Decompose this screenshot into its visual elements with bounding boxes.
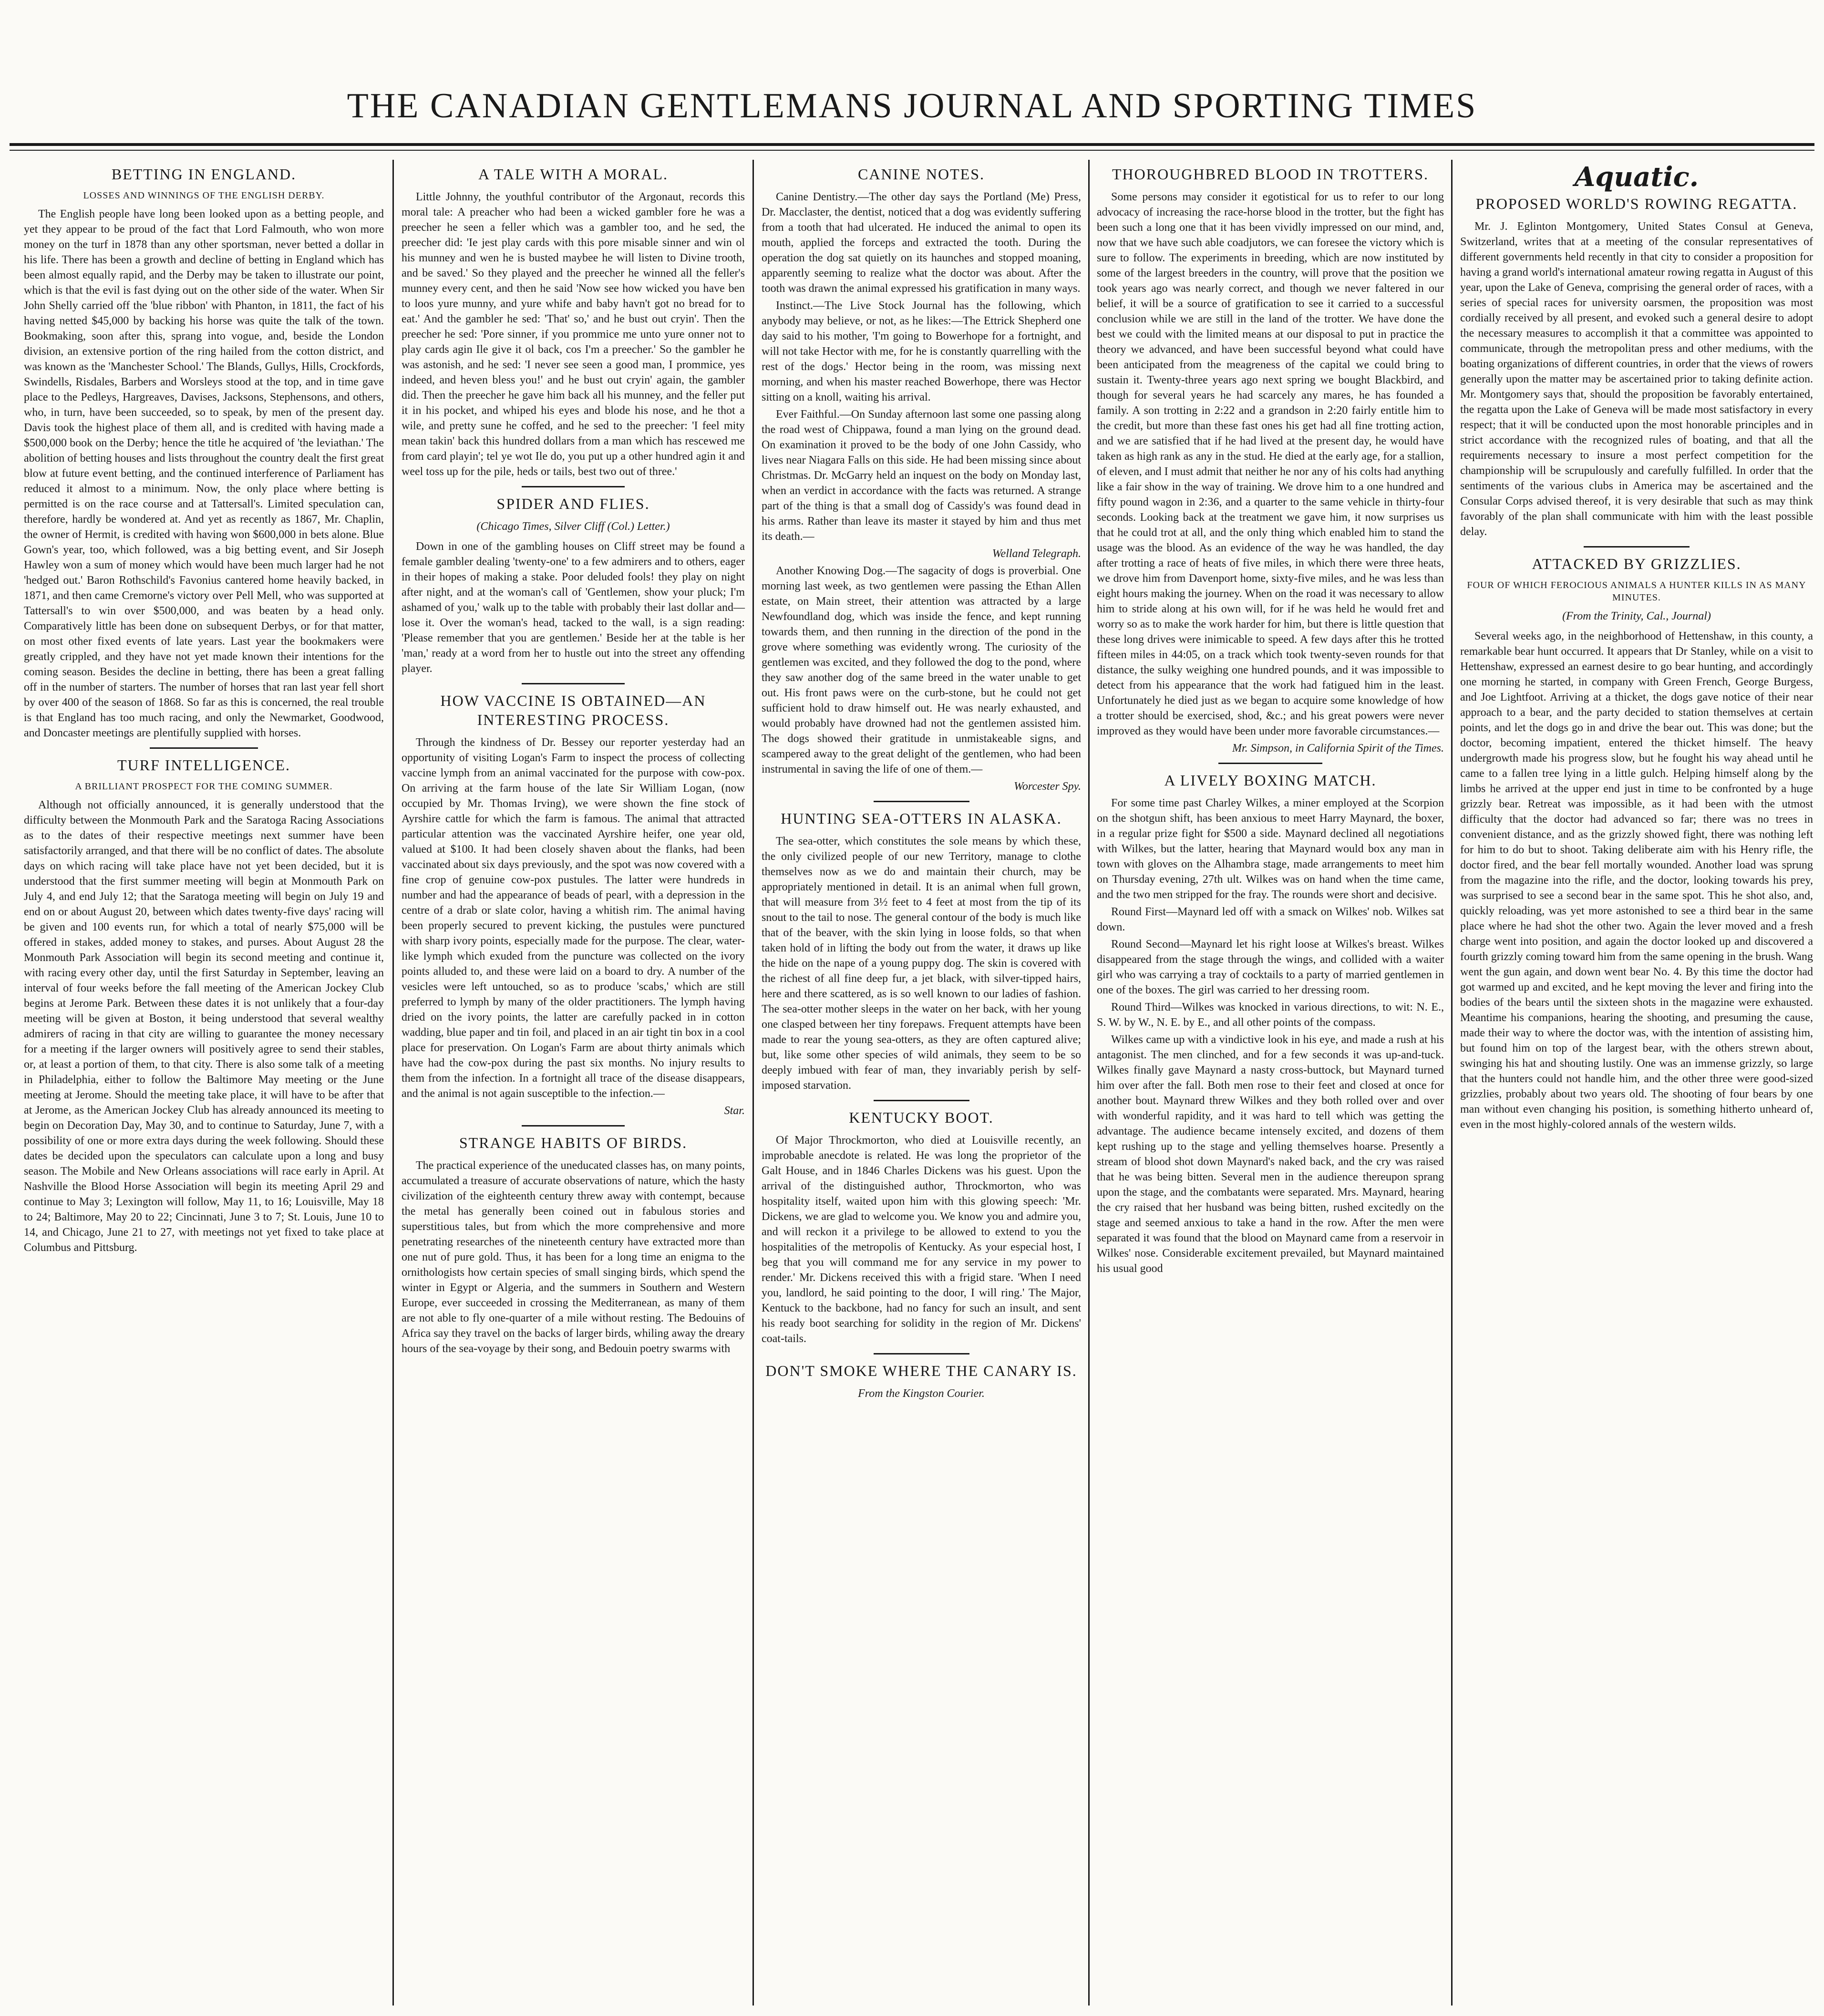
article-title: KENTUCKY BOOT. [849,1109,994,1126]
article-title: HUNTING SEA-OTTERS IN ALASKA. [781,810,1062,827]
article-title: THOROUGHBRED BLOOD IN TROTTERS. [1112,165,1429,183]
column-divider [1451,160,1453,2006]
article-subtitle: LOSSES AND WINNINGS OF THE ENGLISH DERBY. [83,190,325,201]
article-body: Mr. J. Eglinton Montgomery, United States Consul at Geneva, Switzerland, writes that at a meeting of the consular representatives of different governments held recently in that city to consider a proposition for having a grand world's international amateur rowing regatta in August of this year, upon the Lake of Geneva, comprising the general order of races, with a series of special races for university oarsmen, the proposition was most cordially received by all present, and evoked such a general desire to adopt the necessary measures to accomplish it that a committee was appointed to communicate, through the metropolitan press and other mediums, with the boating organizations of different countries, in order that the views of rowers generally upon the matter may be ascertained prior to taking definite action. Mr. Montgomery says that, should the proposition be favorably entertained, the regatta upon the Lake of Geneva will be made most satisfactory in every respect; that it will be conducted upon the most honorable principles and in strict accordance with the recognized rules of boating, and that all the requirements necessary to insure a most perfect competition for the championship will be scrupulously and carefully fulfilled. In order that the sentiments of the various clubs in America may be ascertained and the Consular Corps advised thereof, it is very desirable that such as may think favorably of the plan shall communicate with him with the least possible delay. [1460,220,1813,538]
article-title: TURF INTELLIGENCE. [117,756,291,774]
article-dateline: (Chicago Times, Silver Cliff (Col.) Letter.) [476,520,670,533]
article-title: A TALE WITH A MORAL. [478,165,669,183]
section-rule [150,747,258,749]
masthead-rule-top [10,143,1814,146]
article-body: Ever Faithful.—On Sunday afternoon last some one passing along the road west of Chippawa, found a man lying on the ground dead. On examination it proved to be the body of one John Cassidy, who lives near Niagara Falls on this side. He had been missing since about Christmas. Dr. McGarry held an inquest on the body on Monday last, when an verdict in accordance with the facts was returned. A strange part of the thing is that a small dog of Cassidy's was found dead in his arms. Rather than leave its master it stayed by him and thus met its death.— [762,408,1081,543]
article-title: BETTING IN ENGLAND. [111,165,297,183]
article-title: A LIVELY BOXING MATCH. [1164,772,1377,789]
section-rule [874,801,969,802]
article-subtitle: FOUR OF WHICH FEROCIOUS ANIMALS A HUNTER KILLS IN AS MANY MINUTES. [1467,580,1806,603]
article-source: Mr. Simpson, in California Spirit of the Times. [1232,742,1444,755]
article-body: Little Johnny, the youthful contributor of the Argonaut, records this moral tale: A preacher who had been a wicked gambler fore he was a preecher he seen a feller which was a gambler too, and he sed, the preecher did: 'Ie jest play cards with this pore misable sinner and win ol his munney and wen he is busted maybee he will listen to Divine trooth, and be saved.' So they played and the preecher he winned all the feller's munney every cent, and then he said 'Now see how wicked you have ben to loos yure munny, and yure whife and baby havn't got no bread for to eat.' And the gambler he sed: 'That' so,' and he bust out cryin'. Then the preecher he sed: 'Pore sinner, if you prommice me unto yure onner not to play cards agin Ile give it ol back, cos I'm a preecher.' So the gambler he was astonish, and he sed: 'I never see seen a good man, I prommice, yes indeed, and heven bless you!' and he bust out cryin' again, the gambler did. Then the preecher he gave him back all his munney, and the feller put it in his pocket, and whiped his eyes and blode his nose, and he thot a wile, and pretty sune he coffed, and he sed to the preecher: 'I feel mity mean takin' back this hundred dollars from a man which has rescewed me from card playin'; tel ye wot Ile do, you put up a other hundred agin it and weel toss up for the pile, heds or tails, best two out of three.' [402,191,745,478]
column-3 [757,160,1086,2010]
article-title: SPIDER AND FLIES. [496,495,650,512]
article-body: The practical experience of the uneducated classes has, on many points, accumulated a treasure of accurate observations of nature, which the hasty civilization of the eighteenth century threw away with contempt, because the metal has generally been coined out in fabulous stories and superstitious tales, but from which the more comprehensive and more penetrating researches of the nineteenth century have extracted more than one nut of pure gold. Thus, it has been for a long time an enigma to the ornithologists how certain species of small singing birds, which spend the winter in Egypt or Algeria, and the summers in Southern and Western Europe, ever succeeded in crossing the Mediterranean, as many of them are not able to fly one-quarter of a mile without resting. The Bedouins of Africa say they travel on the backs of larger birds, whiling away the dreary hours of the sea-voyage by their song, and Bedouin poetry swarms with [402,1159,745,1355]
column-divider [752,160,754,2006]
column-5 [1455,160,1818,2010]
article-body: Of Major Throckmorton, who died at Louisville recently, an improbable anecdote is related. He was long the proprietor of the Galt House, and in 1846 Charles Dickens was his guest. Upon the arrival of the distinguished author, Throckmorton, who was hospitality itself, waited upon him with this glowing speech: 'Mr. Dickens, we are glad to welcome you. We know you and admire you, and will reckon it a privilege to be allowed to extend to you the hospitalities of the metropolis of Kentucky. As your especial host, I beg that you will command me for any service in my power to render.' Mr. Dickens received this with a frigid stare. 'When I need you, landlord, he said pointing to the door, I will ring.' The Major, Kentuck to the backbone, had no fancy for such an insult, and sent his ready boot searching for solidity in the region of Mr. Dickens' coat-tails. [762,1134,1081,1345]
article-body: Instinct.—The Live Stock Journal has the following, which anybody may believe, or not, as he likes:—The Ettrick Shepherd one day said to his mother, 'I'm going to Bowerhope for a fortnight, and will not take Hector with me, for he is constantly quarrelling with the rest of the dogs.' Hector being in the room, was missing next morning, and when his master reached Bowerhope, there was Hector sitting on a knoll, waiting his arrival. [762,300,1081,403]
article-body: Another Knowing Dog.—The sagacity of dogs is proverbial. One morning last week, as two gentlemen were passing the Ethan Allen estate, on Main street, their attention was attracted by a large Newfoundland dog, which was inside the fence, and kept running towards them, and then running in the direction of the pond in the grove where something was evidently wrong. The curiosity of the gentlemen was excited, and they followed the dog to the pond, where they saw another dog of the same breed in the water unable to get out. His front paws were on the curb-stone, but he could not get sufficient hold to draw himself out. He was nearly exhausted, and would probably have drowned had not the gentlemen assisted him. The dogs showed their gratitude in unmistakeable signs, and scampered away to the great delight of the gentlemen, who had been instrumental in saving the life of one of them.— [762,565,1081,775]
article-title: ATTACKED BY GRIZZLIES. [1532,555,1742,572]
article-title: DON'T SMOKE WHERE THE CANARY IS. [765,1362,1077,1379]
section-heading-aquatic: Aquatic. [1574,161,1699,193]
article-body: Canine Dentistry.—The other day says the Portland (Me) Press, Dr. Macclaster, the dentist, noticed that a dog was evidently suffering from a tooth that had ulcerated. He induced the animal to open its mouth, applied the forceps and extracted the tooth. During the operation the dog sat quietly on its haunches and stopped moaning, apparently seeming to realize what the doctor was about. After the tooth was drawn the animal expressed his gratification in many ways. [762,191,1081,295]
section-rule [1218,763,1322,764]
article-body: Round First—Maynard led off with a smack on Wilkes' nob. Wilkes sat down. [1097,906,1444,933]
article-body: Round Second—Maynard let his right loose at Wilkes's breast. Wilkes disappeared from the stage through the wings, and collided with a waiter girl who was carrying a tray of cocktails to a party of married gentlemen in one of the boxes. The girl was carried to her dressing room. [1097,938,1444,996]
section-rule [522,683,625,684]
section-rule [522,486,625,487]
article-source: Star. [724,1105,745,1117]
section-rule [522,1125,625,1127]
article-body: Several weeks ago, in the neighborhood of Hettenshaw, in this county, a remarkable bear hunt occurred. It appears that Dr Stanley, while on a visit to Hettenshaw, expressed an earnest desire to go bear hunting, and accordingly one morning he started, in company with Green French, George Burgess, and Joe Lightfoot. Arriving at a thicket, the dogs gave notice of their near approach to a bear, and the party decided to station themselves at certain points, and let the dogs go in and drive the bear out. This was done; but the doctor, becoming impatient, entered the thicket himself. The heavy undergrowth made his progress slow, but he fought his way ahead until he came to a fallen tree lying in a little gulch. Helping himself along by the limbs he arrived at the upper end just in time to be confronted by a huge grizzly bear. Retreat was impossible, as it had been with the utmost difficulty that the doctor had advanced so far; there was no trees in convenient distance, and as the grizzly showed fight, there was nothing left for him to do but to shoot. Taking deliberate aim with his Henry rifle, the doctor fired, and the bear fell mortally wounded. Another load was sprung from the magazine into the rifle, and the doctor, looking towards his prey, was surprised to see a second bear in the same spot. This he shot also, and, quickly reloading, was yet more astonished to see a third bear in the same place where he had shot the other two. Again the lever moved and a fresh charge went into position, and again the doctor looked up and discovered a fourth grizzly coming toward him from the same opening in the brush. Wang went the gun again, and down went bear No. 4. By this time the doctor had got warmed up and excited, and he kept moving the lever and firing into the bodies of the bears until the sixteen shots in the magazine were exhausted. Meantime his companions, hearing the shooting, and presuming the cause, made their way to where the doctor was, with the intention of assisting him, but found him on top of the largest bear, with the others strewn about, swinging his hat and shouting lustily. One was an immense grizzly, so large that the hunters could not handle him, and the other three were good-sized grizzlies, probably about two years old. The shooting of four bears by one man without even changing his position, is something hitherto unheard of, even in the most highly-colored annals of the western wilds. [1460,630,1813,1131]
masthead: THE CANADIAN GENTLEMANS JOURNAL AND SPORTING TIMES [347,86,1477,125]
column-1 [19,160,389,2010]
column-divider [392,160,394,2006]
article-source: Worcester Spy. [1014,780,1081,793]
article-body: Wilkes came up with a vindictive look in his eye, and made a rush at his antagonist. The men clinched, and for a few seconds it was up-and-tuck. Wilkes finally gave Maynard a nasty cross-buttock, but Maynard turned him over after the fall. Both men rose to their feet and closed at once for another bout. Maynard threw Wilkes and they both rolled over and over with wonderful rapidity, and it was hard to tell which was getting the advantage. The audience became intensely excited, and dozens of them kept rushing up to the stage and yelling themselves hoarse. Presently a stream of blood shot down Maynard's naked back, and the cry was raised that he was being bitten. Several men in the audience thereupon sprang upon the stage, and the combatants were separated. Mrs. Maynard, hearing the cry raised that her husband was being bitten, rushed excitedly on the stage and seemed anxious to take a hand in the row. After the men were separated it was found that the blood on Maynard came from a reservoir in Wilkes' nose. Considerable excitement prevailed, but Maynard maintained his usual good [1097,1034,1444,1275]
column-2 [397,160,750,2010]
article-body: The English people have long been looked upon as a betting people, and yet they appear to be proud of the fact that Lord Falmouth, who won more money on the turf in 1878 than any other sportsman, never betted a dollar in his life. There has been a growth and decline of betting in England which has been almost equally rapid, and the Derby may be taken to illustrate our point, which is that the evil is fast dying out on the other side of the water. When Sir John Shelly carried off the 'blue ribbon' with Phanton, in 1811, the fact of his having netted $45,000 by backing his horse was quite the talk of the town. Bookmaking, soon after this, sprang into vogue, and, beside the London division, an extensive portion of the ring hailed from the cotton district, and was known as the 'Manchester School.' The Blands, Gullys, Hills, Crockfords, Swindells, Risdales, Barbers and Worsleys stood at the top, and in time gave place to the Pedleys, Hargreaves, Davises, Jacksons, Stephensons, and others, who, in turn, have been succeeded, so to speak, by men of the present day. Davis took the highest place of them all, and is credited with having made a $500,000 book on the Derby; hence the title he acquired of 'the leviathan.' The abolition of betting houses and lists throughout the country dealt the first great blow at future event betting, and the continued interference of Parliament has reduced it almost to a minimum. Now, the only place where betting is permitted is on the race course and at Tattersall's. Limited speculation can, therefore, hardly be wondered at. And yet as recently as 1867, Mr. Chaplin, the owner of Hermit, is credited with having won $600,000 in bets alone. Blue Gown's year, too, which followed, was a big betting event, and Sir Joseph Hawley won a sum of money which would have been much larger had he not 'hedged out.' Baron Rothschild's Favonius cantered home heavily backed, in 1871, and then came Cremorne's victory over Pell Mell, who was supported at Tattersall's to win over $500,000, and was beaten by a head only. Comparatively little has been done on subsequent Derbys, or for that matter, on most other fixed events of late years. Last year the bookmakers were greatly crippled, and they have not yet made known their intentions for the coming season. Besides the decline in betting, there has been a great falling off in the number of starters. The number of horses that ran last year fell short by over 400 of the season of 1868. So far as this is concerned, the real trouble is that England has too much racing, and only the Newmarket, Goodwood, and Doncaster meetings are plentifully supplied with horses. [24,208,384,739]
article-body: The sea-otter, which constitutes the sole means by which these, the only civilized people of our new Territory, manage to clothe themselves now as we do and maintain their church, may be appropriately mentioned in detail. It is an animal when full grown, that will measure from 3½ feet to 4 feet at most from the tip of its snout to the tail to nose. The general contour of the body is much like that of the beaver, with the skin lying in loose folds, so that when taken hold of in lifting the body out from the water, it draws up like the hide on the nape of a young puppy dog. The skin is covered with the richest of all fine deep fur, a jet black, with silver-tipped hairs, here and there scattered, as is so well known to our ladies of fashion. The sea-otter mother sleeps in the water on her back, with her young one clasped between her tiny forepaws. Frequent attempts have been made to rear the young sea-otters, as they are often captured alive; but, like some other species of wild animals, they seem to be so deeply imbued with fear of man, they invariably perish by self-imposed starvation. [762,835,1081,1092]
article-body: Through the kindness of Dr. Bessey our reporter yesterday had an opportunity of visiting Logan's Farm to inspect the process of collecting vaccine lymph from an animal vaccinated for the purpose with cow-pox. On arriving at the farm house of the late Sir William Logan, (now occupied by Mr. Thomas Irving), we were shown the fine stock of Ayrshire cattle for which the farm is famous. The animal that attracted particular attention was the vaccinated Ayrshire heifer, one year old, valued at $100. It had been closely shaven about the flanks, had been vaccinated about six days previously, and the spot was now covered with a fine crop of genuine cow-pox pustules. The latter were hundreds in number and had the appearance of beads of pearl, with a depression in the centre of a drab or slate color, having a whitish rim. The animal having been properly secured to prevent kicking, the pustules were punctured with sharp ivory points, especially made for the purpose. The clear, water-like lymph which exuded from the puncture was collected on the ivory points alluded to, and these were laid on a board to dry. A number of the vesicles were left untouched, so as to produce 'scabs,' which are still preferred to lymph by many of the older practitioners. The lymph having dried on the ivory points, the latter are carefully packed in in cotton wadding, blue paper and tin foil, and placed in an air tight tin box in a cool place for preservation. On Logan's Farm are about thirty animals which have had the cow-pox during the past six months. No injury results to them from the infection. In a fortnight all trace of the disease disappears, and the animal is not again susceptible to the infection.— [402,736,745,1100]
article-dateline: (From the Trinity, Cal., Journal) [1562,610,1711,622]
article-dateline: From the Kingston Courier. [858,1387,985,1400]
column-4 [1092,160,1449,2010]
article-source: Welland Telegraph. [992,548,1081,560]
masthead-rule-bottom [10,150,1814,151]
section-rule [874,1353,969,1354]
article-title: STRANGE HABITS OF BIRDS. [459,1134,688,1151]
article-title: PROPOSED WORLD'S ROWING REGATTA. [1475,195,1798,212]
article-title: CANINE NOTES. [858,165,985,183]
column-divider [1088,160,1090,2006]
article-body: Some persons may consider it egotistical for us to refer to our long advocacy of increasing the race-horse blood in the trotter, but the fight has been such a long one that it has been vividly impressed on our mind, and, now that we have such able coadjutors, we can foresee the victory which is sure to follow. The experiments in breeding, which are now instituted by some of the largest breeders in the country, will prove that the position we took years ago was nearly correct, and though we never faltered in our belief, it will be a source of gratification to see it carried to a successful conclusion while we are still in the land of the trotter. We have done the best we could with the limited means at our disposal to put in practice the theory we advanced, and have been successful beyond what could have been anticipated from the meagreness of the capital we could bring to sustain it. Twenty-three years ago next spring we bought Blackbird, and though for several years he had scarcely any mares, he has founded a family. A son trotting in 2:22 and a grandson in 2:20 fairly entitle him to the credit, but more than these fast ones his get had all fine trotting action, and we are satisfied that if he had lived at the present day, he would have taken as high rank as any in the stud. He died at the early age, for a stallion, of eleven, and I must admit that neither he nor any of his colts had anything like a fair show in the way of training. We drove him to a one hundred and fifty pound wagon in 2:36, and a quarter to the same vehicle in thirty-four seconds. Looking back at the treatment we gave him, it now surprises us that he could trot at all, and the only thing which enabled him to stand the usage was the blood. As an evidence of the way he was handled, the day after trotting a race of heats of five miles, in which there were three heats, we drove him from Davenport home, sixty-five miles, and he was less than eight hours making the journey. When on the road it was necessary to allow him to stride along at his own will, for if he was held he would fret and worry so as to make the work harder for him, but there is little question that these long drives were inimicable to speed. A few days after this he trotted fifteen miles in 44:05, on a track which took twenty-seven rounds for that distance, the sulky weighing one hundred pounds, and it was impossible to detect from his appearance that the work had fatigued him in the least. Unfortunately he died just as we began to acquire some knowledge of how a trotter should be exercised, shod, &c.; and his great powers were never improved as they would have been under more favorable circumstances.— [1097,191,1444,737]
article-body: Down in one of the gambling houses on Cliff street may be found a female gambler dealing 'twenty-one' to a few admirers and to others, eager in their hopes of making a stake. Poor deluded fools! they play on night after night, and at the woman's call of 'Gentlemen, show your pluck; I'm ashamed of you,' walk up to the table with probably their last dollar and—lose it. Over the woman's head, tacked to the wall, is a sign reading: 'Please remember that you are gentlemen.' Beside her at the table is her 'man,' ready at a word from her to hustle out into the street any offending player. [402,540,745,675]
article-body: Round Third—Wilkes was knocked in various directions, to wit: N. E., S. W. by W., N. E. by E., and all other points of the compass. [1097,1001,1444,1029]
article-body: Although not officially announced, it is generally understood that the difficulty between the Monmouth Park and the Saratoga Racing Associations as to the dates of their respective meetings next summer have been satisfactorily arranged, and that there will be no conflict of dates. The absolute days on which racing will take place have not yet been decided, but it is understood that the first summer meeting will begin at Monmouth Park on July 4, and end July 12; that the Saratoga meeting will begin on July 19 and end on or about August 20, between which dates twenty-five days' racing will be given and 100 events run, for which a total of nearly $75,000 will be offered in stakes, added money to stakes, and purses. About August 28 the Monmouth Park Association will begin its second meeting and continue it, with racing every other day, until the first Saturday in September, leaving an interval of four weeks before the fall meeting of the American Jockey Club begins at Jerome Park. Between these dates it is not unlikely that a four-day meeting will be given at Boston, it being understood that several wealthy admirers of racing in that city are willing to guarantee the money necessary for a meeting if the larger owners will positively agree to send their stables, or, at least a portion of them, to that city. There is also some talk of a meeting in Philadelphia, either to follow the Baltimore May meeting or the June meeting at Jerome. Should the meeting take place, it will have to be after that at Jerome, as the American Jockey Club has already announced its meeting to begin on Decoration Day, May 30, and to continue to Saturday, June 7, with a possibility of one or more extra days during the week following. Should these dates be decided upon the speculators can calculate upon a long and busy season. The Mobile and New Orleans associations will race early in April. At Nashville the Blood Horse Association will begin its meeting April 29 and continue to May 3; Lexington will follow, May 11, to 16; Louisville, May 18 to 24; Baltimore, May 20 to 22; Cincinnati, June 3 to 7; St. Louis, June 10 to 14, and Chicago, June 21 to 27, with meetings not yet fixed to take place at Columbus and Pittsburg. [24,799,384,1254]
section-rule [1584,546,1690,548]
article-subtitle: A BRILLIANT PROSPECT FOR THE COMING SUMMER. [75,781,333,792]
article-body: For some time past Charley Wilkes, a miner employed at the Scorpion on the shotgun shift, has been anxious to meet Harry Maynard, the boxer, in a regular prize fight for $500 a side. Maynard declined all negotiations with Wilkes, but the latter, hearing that Maynard would box any man in town with gloves on the Alhambra stage, made arrangements to meet him on Thursday evening, 27th ult. Wilkes was on hand when the time came, and the two men stripped for the fray. The rounds were short and decisive. [1097,797,1444,901]
article-title: HOW VACCINE IS OBTAINED—AN INTERESTING PROCESS. [440,692,706,728]
section-rule [874,1100,969,1101]
